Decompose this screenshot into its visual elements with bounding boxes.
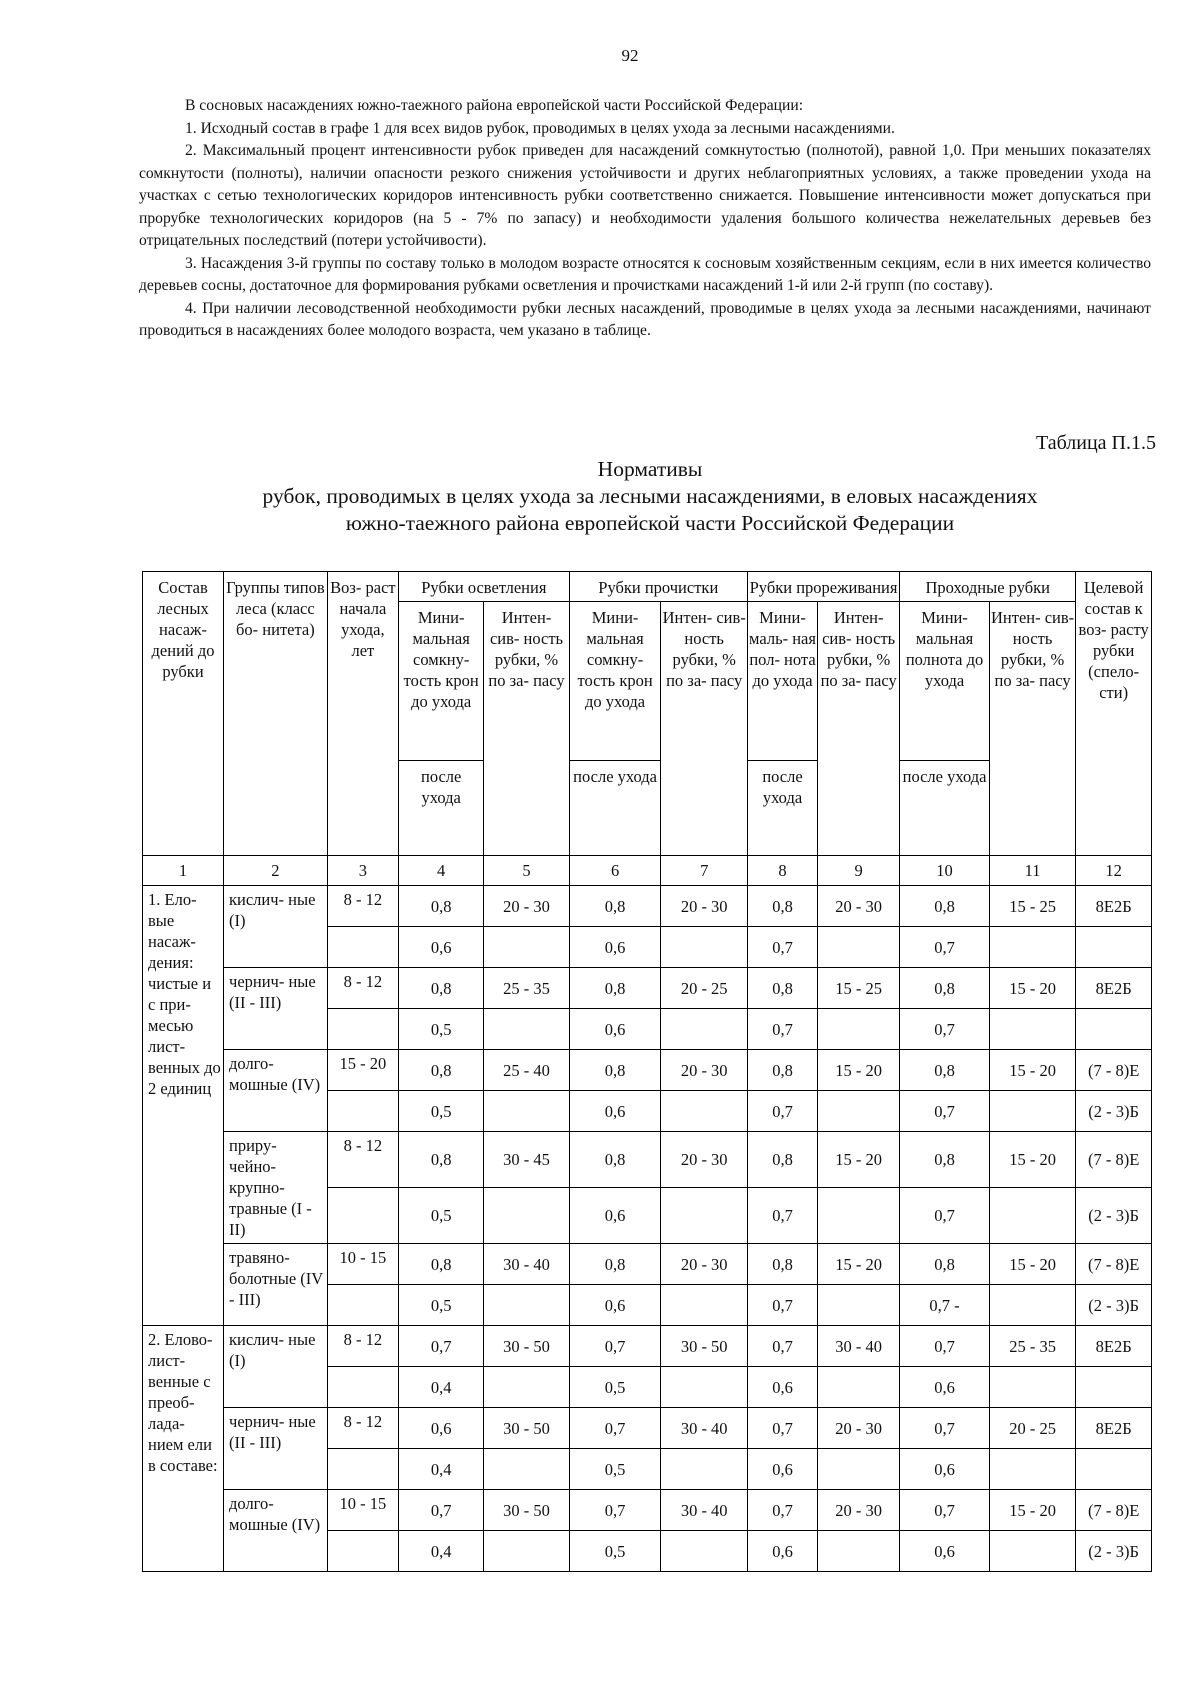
value-cell: 0,7 [900,1188,990,1244]
value-cell [818,1188,900,1244]
age-cell-empty [327,1009,398,1050]
table-label: Таблица П.1.5 [1036,432,1156,454]
value-cell: 20 - 30 [818,1408,900,1449]
value-cell: 25 - 40 [484,1050,569,1091]
age-cell-empty [327,1091,398,1132]
value-cell [989,1091,1075,1132]
header-composition: Состав лесных насаж- дений до рубки [143,572,224,856]
value-cell: 0,6 [569,1285,661,1326]
value-cell: 0,7 [900,1490,990,1531]
value-cell: 0,7 [747,1408,817,1449]
value-cell [661,1009,747,1050]
value-cell [818,1531,900,1572]
table-row [143,1326,1152,1367]
column-number: 8 [747,856,817,886]
value-cell: 0,8 [900,968,990,1009]
value-cell: 20 - 25 [661,968,747,1009]
value-cell [989,1367,1075,1408]
value-cell: (2 - 3)Б [1076,1091,1152,1132]
value-cell [484,1091,569,1132]
value-cell [661,1449,747,1490]
value-cell: (7 - 8)Е [1076,1050,1152,1091]
column-number: 2 [224,856,328,886]
value-cell: 0,5 [569,1367,661,1408]
value-cell [989,1188,1075,1244]
column-number: 10 [900,856,990,886]
value-cell: (2 - 3)Б [1076,1188,1152,1244]
age-cell: 8 - 12 [327,1326,398,1367]
value-cell: 30 - 50 [484,1408,569,1449]
value-cell: 0,7 [569,1326,661,1367]
table-title [150,456,1150,537]
value-cell: 0,4 [399,1367,484,1408]
value-cell: 8Е2Б [1076,1408,1152,1449]
value-cell: 30 - 40 [818,1326,900,1367]
value-cell: 0,5 [399,1188,484,1244]
value-cell: 0,7 [900,1408,990,1449]
value-cell: 0,7 [747,1091,817,1132]
value-cell: (2 - 3)Б [1076,1285,1152,1326]
header-after: после ухода [900,761,990,856]
value-cell: 0,7 [900,927,990,968]
value-cell: 0,7 [399,1326,484,1367]
value-cell: 30 - 45 [484,1132,569,1188]
value-cell [661,1285,747,1326]
value-cell: 0,8 [747,1132,817,1188]
value-cell: (7 - 8)Е [1076,1490,1152,1531]
header-after: после ухода [569,761,661,856]
value-cell: (2 - 3)Б [1076,1531,1152,1572]
value-cell: 8Е2Б [1076,968,1152,1009]
value-cell: 0,8 [399,886,484,927]
value-cell [661,1091,747,1132]
value-cell: 0,8 [569,1132,661,1188]
value-cell: 0,7 [747,927,817,968]
value-cell [484,1449,569,1490]
notes-intro: В сосновых насаждениях южно-таежного района европейской части Российской Федерации: [185,97,804,114]
value-cell: 0,6 [569,1091,661,1132]
value-cell [661,1367,747,1408]
table-row [143,1244,1152,1285]
value-cell [818,1285,900,1326]
value-cell: 25 - 35 [989,1326,1075,1367]
table-row [143,1050,1152,1091]
age-cell-empty [327,927,398,968]
table-row [143,1490,1152,1531]
value-cell: 0,5 [569,1531,661,1572]
forest-type-cell: долго- мошные (IV) [224,1050,328,1132]
value-cell: 0,6 [399,1408,484,1449]
header-groups: Группы типов леса (класс бо- нитета) [224,572,328,856]
value-cell: 0,8 [399,1050,484,1091]
value-cell: 0,6 [900,1449,990,1490]
value-cell: 30 - 40 [661,1490,747,1531]
page-number: 92 [621,46,639,65]
value-cell [818,1367,900,1408]
value-cell: 0,7 [900,1091,990,1132]
note-item: 4. При наличии лесоводственной необходимости рубки лесных насаждений, проводимые в целях ухода за лесными насаждениями, начинают проводиться в насаждениях более молодого возраста, чем указано в таблице. [139,299,1151,339]
age-cell: 8 - 12 [327,1132,398,1188]
header-thinning: Рубки прореживания [747,572,899,602]
value-cell: 0,8 [569,886,661,927]
header-target: Целевой состав к воз- расту рубки (спело- сти) [1076,572,1152,856]
forest-type-cell: чернич- ные (II - III) [224,968,328,1050]
value-cell: 0,6 [569,927,661,968]
age-cell-empty [327,1188,398,1244]
value-cell [661,1188,747,1244]
header-cleaning: Рубки прочистки [569,572,747,602]
value-cell: 0,7 [747,1326,817,1367]
value-cell [484,1009,569,1050]
value-cell: 0,7 [569,1408,661,1449]
value-cell: 0,8 [399,1244,484,1285]
norms-table-wrapper [142,571,1152,1572]
composition-cell: 2. Елово- лист- венные с преоб- лада- нием ели в составе: [143,1326,224,1572]
value-cell [484,1367,569,1408]
column-number: 7 [661,856,747,886]
title-line: Нормативы [597,457,703,481]
forest-type-cell: травяно- болотные (IV - III) [224,1244,328,1326]
age-cell-empty [327,1531,398,1572]
value-cell: 25 - 35 [484,968,569,1009]
value-cell: 0,7 [900,1009,990,1050]
value-cell [818,1449,900,1490]
value-cell: 30 - 50 [484,1326,569,1367]
value-cell [661,1531,747,1572]
value-cell: 0,6 [747,1367,817,1408]
value-cell [989,1449,1075,1490]
value-cell: 0,5 [399,1091,484,1132]
table-body [143,572,1152,1572]
value-cell: 0,8 [747,886,817,927]
column-number: 4 [399,856,484,886]
value-cell [661,927,747,968]
value-cell: 0,6 [900,1367,990,1408]
value-cell [818,1009,900,1050]
note-item: 2. Максимальный процент интенсивности рубок приведен для насаждений сомкнутостью (полнотой), равной 1,0. При меньших показателях сомкнутости (полноты), наличии опасности резкого снижения устойчивости и других неблагоприятных условиях, а также проведении ухода на участках с сетью технологических коридоров интенсивность рубки соответственно снижается. Повышение интенсивности может допускаться при прорубке технологических коридоров (на 5 - 7% по запасу) и необходимости удаления большого количества нежелательных деревьев без отрицательных последствий (потери устойчивости). [139,142,1151,249]
value-cell [989,1009,1075,1050]
table-row [143,968,1152,1009]
value-cell: 15 - 20 [818,1244,900,1285]
header-intensity: Интен- сив- ность рубки, % по за- пасу [484,602,569,856]
value-cell: 15 - 20 [989,1050,1075,1091]
norms-table [142,571,1152,1572]
age-cell: 10 - 15 [327,1244,398,1285]
title-line: южно-таежного района европейской части Российской Федерации [345,511,955,535]
value-cell: 8Е2Б [1076,1326,1152,1367]
column-number: 12 [1076,856,1152,886]
note-item: 3. Насаждения 3-й группы по составу только в молодом возрасте относятся к сосновым хозяйственным секциям, если в них имеется количество деревьев сосны, достаточное для формирования рубками осветления и прочистками насаждений 1-й или 2-й групп (по составу). [139,254,1151,294]
value-cell [989,1531,1075,1572]
value-cell: 20 - 30 [661,1132,747,1188]
value-cell [484,1285,569,1326]
value-cell [484,1531,569,1572]
header-after: после ухода [399,761,484,856]
value-cell: 0,8 [900,886,990,927]
column-number: 11 [989,856,1075,886]
column-number: 9 [818,856,900,886]
value-cell [818,927,900,968]
value-cell: 0,8 [569,1244,661,1285]
header-clearing: Рубки осветления [399,572,570,602]
column-number: 6 [569,856,661,886]
value-cell: 20 - 25 [989,1408,1075,1449]
value-cell: 0,6 [399,927,484,968]
header-age: Воз- раст начала ухода, лет [327,572,398,856]
header-passage: Проходные рубки [900,572,1076,602]
value-cell: 0,7 - [900,1285,990,1326]
value-cell: 0,8 [569,1050,661,1091]
value-cell [1076,927,1152,968]
age-cell-empty [327,1367,398,1408]
value-cell: 0,8 [900,1244,990,1285]
age-cell: 10 - 15 [327,1490,398,1531]
value-cell: 30 - 50 [661,1326,747,1367]
forest-type-cell: долго- мошные (IV) [224,1490,328,1572]
value-cell: 30 - 50 [484,1490,569,1531]
value-cell: 8Е2Б [1076,886,1152,927]
header-row [143,572,1152,602]
age-cell: 15 - 20 [327,1050,398,1091]
value-cell [1076,1449,1152,1490]
value-cell: 30 - 40 [484,1244,569,1285]
value-cell: 0,7 [747,1009,817,1050]
composition-cell: 1. Ело- вые насаж- дения: чистые и с при- месью лист- венных до 2 единиц [143,886,224,1326]
header-min-closure: Мини- мальная сомкну- тость крон до ухода [569,602,661,761]
value-cell: 0,7 [569,1490,661,1531]
note-item: 1. Исходный состав в графе 1 для всех видов рубок, проводимых в целях ухода за лесными насаждениями. [185,119,895,137]
value-cell: 15 - 20 [989,968,1075,1009]
value-cell: 0,7 [747,1490,817,1531]
value-cell: 0,4 [399,1449,484,1490]
header-intensity: Интен- сив- ность рубки, % по за- пасу [989,602,1075,856]
value-cell: 0,6 [569,1009,661,1050]
header-intensity: Интен- сив- ность рубки, % по за- пасу [661,602,747,856]
value-cell: 15 - 20 [818,1050,900,1091]
value-cell: 0,5 [399,1285,484,1326]
column-number: 3 [327,856,398,886]
value-cell: 15 - 25 [818,968,900,1009]
title-line: рубок, проводимых в целях ухода за лесными насаждениями, в еловых насаждениях [262,484,1038,508]
value-cell [818,1091,900,1132]
value-cell: 0,5 [399,1009,484,1050]
value-cell [484,1188,569,1244]
forest-type-cell: приру- чейно- крупно- травные (I - II) [224,1132,328,1244]
value-cell: 0,8 [747,1244,817,1285]
value-cell: 0,7 [399,1490,484,1531]
value-cell: 0,7 [900,1326,990,1367]
value-cell: (7 - 8)Е [1076,1132,1152,1188]
value-cell [484,927,569,968]
value-cell: 20 - 30 [661,1050,747,1091]
age-cell-empty [327,1285,398,1326]
column-number: 5 [484,856,569,886]
value-cell: 0,8 [747,1050,817,1091]
value-cell: 15 - 25 [989,886,1075,927]
value-cell: 0,7 [747,1188,817,1244]
value-cell [989,927,1075,968]
value-cell: 15 - 20 [989,1244,1075,1285]
value-cell: 0,8 [399,1132,484,1188]
value-cell: 0,6 [747,1449,817,1490]
value-cell: 15 - 20 [818,1132,900,1188]
value-cell: 20 - 30 [661,886,747,927]
value-cell [989,1285,1075,1326]
value-cell: 20 - 30 [818,1490,900,1531]
age-cell-empty [327,1449,398,1490]
header-intensity: Интен- сив- ность рубки, % по за- пасу [818,602,900,856]
header-min-closure: Мини- мальная сомкну- тость крон до ухода [399,602,484,761]
value-cell: 0,8 [569,968,661,1009]
table-row [143,1132,1152,1188]
age-cell: 8 - 12 [327,1408,398,1449]
value-cell: 0,8 [399,968,484,1009]
table-row [143,1408,1152,1449]
value-cell: (7 - 8)Е [1076,1244,1152,1285]
forest-type-cell: кислич- ные (I) [224,1326,328,1408]
notes [139,95,1151,343]
table-row [143,886,1152,927]
value-cell: 0,6 [900,1531,990,1572]
value-cell: 20 - 30 [484,886,569,927]
age-cell: 8 - 12 [327,886,398,927]
header-min-density: Мини- маль- ная пол- нота до ухода [747,602,817,761]
value-cell: 30 - 40 [661,1408,747,1449]
value-cell [1076,1009,1152,1050]
value-cell: 0,6 [569,1188,661,1244]
header-after: после ухода [747,761,817,856]
value-cell: 20 - 30 [818,886,900,927]
value-cell: 0,5 [569,1449,661,1490]
value-cell: 15 - 20 [989,1490,1075,1531]
value-cell: 20 - 30 [661,1244,747,1285]
column-number-row [143,856,1152,886]
forest-type-cell: кислич- ные (I) [224,886,328,968]
value-cell: 0,4 [399,1531,484,1572]
value-cell: 0,8 [900,1050,990,1091]
header-min-density: Мини- мальная полнота до ухода [900,602,990,761]
value-cell: 0,6 [747,1531,817,1572]
column-number: 1 [143,856,224,886]
value-cell: 0,8 [747,968,817,1009]
value-cell: 15 - 20 [989,1132,1075,1188]
forest-type-cell: чернич- ные (II - III) [224,1408,328,1490]
value-cell [1076,1367,1152,1408]
value-cell: 0,7 [747,1285,817,1326]
value-cell: 0,8 [900,1132,990,1188]
age-cell: 8 - 12 [327,968,398,1009]
